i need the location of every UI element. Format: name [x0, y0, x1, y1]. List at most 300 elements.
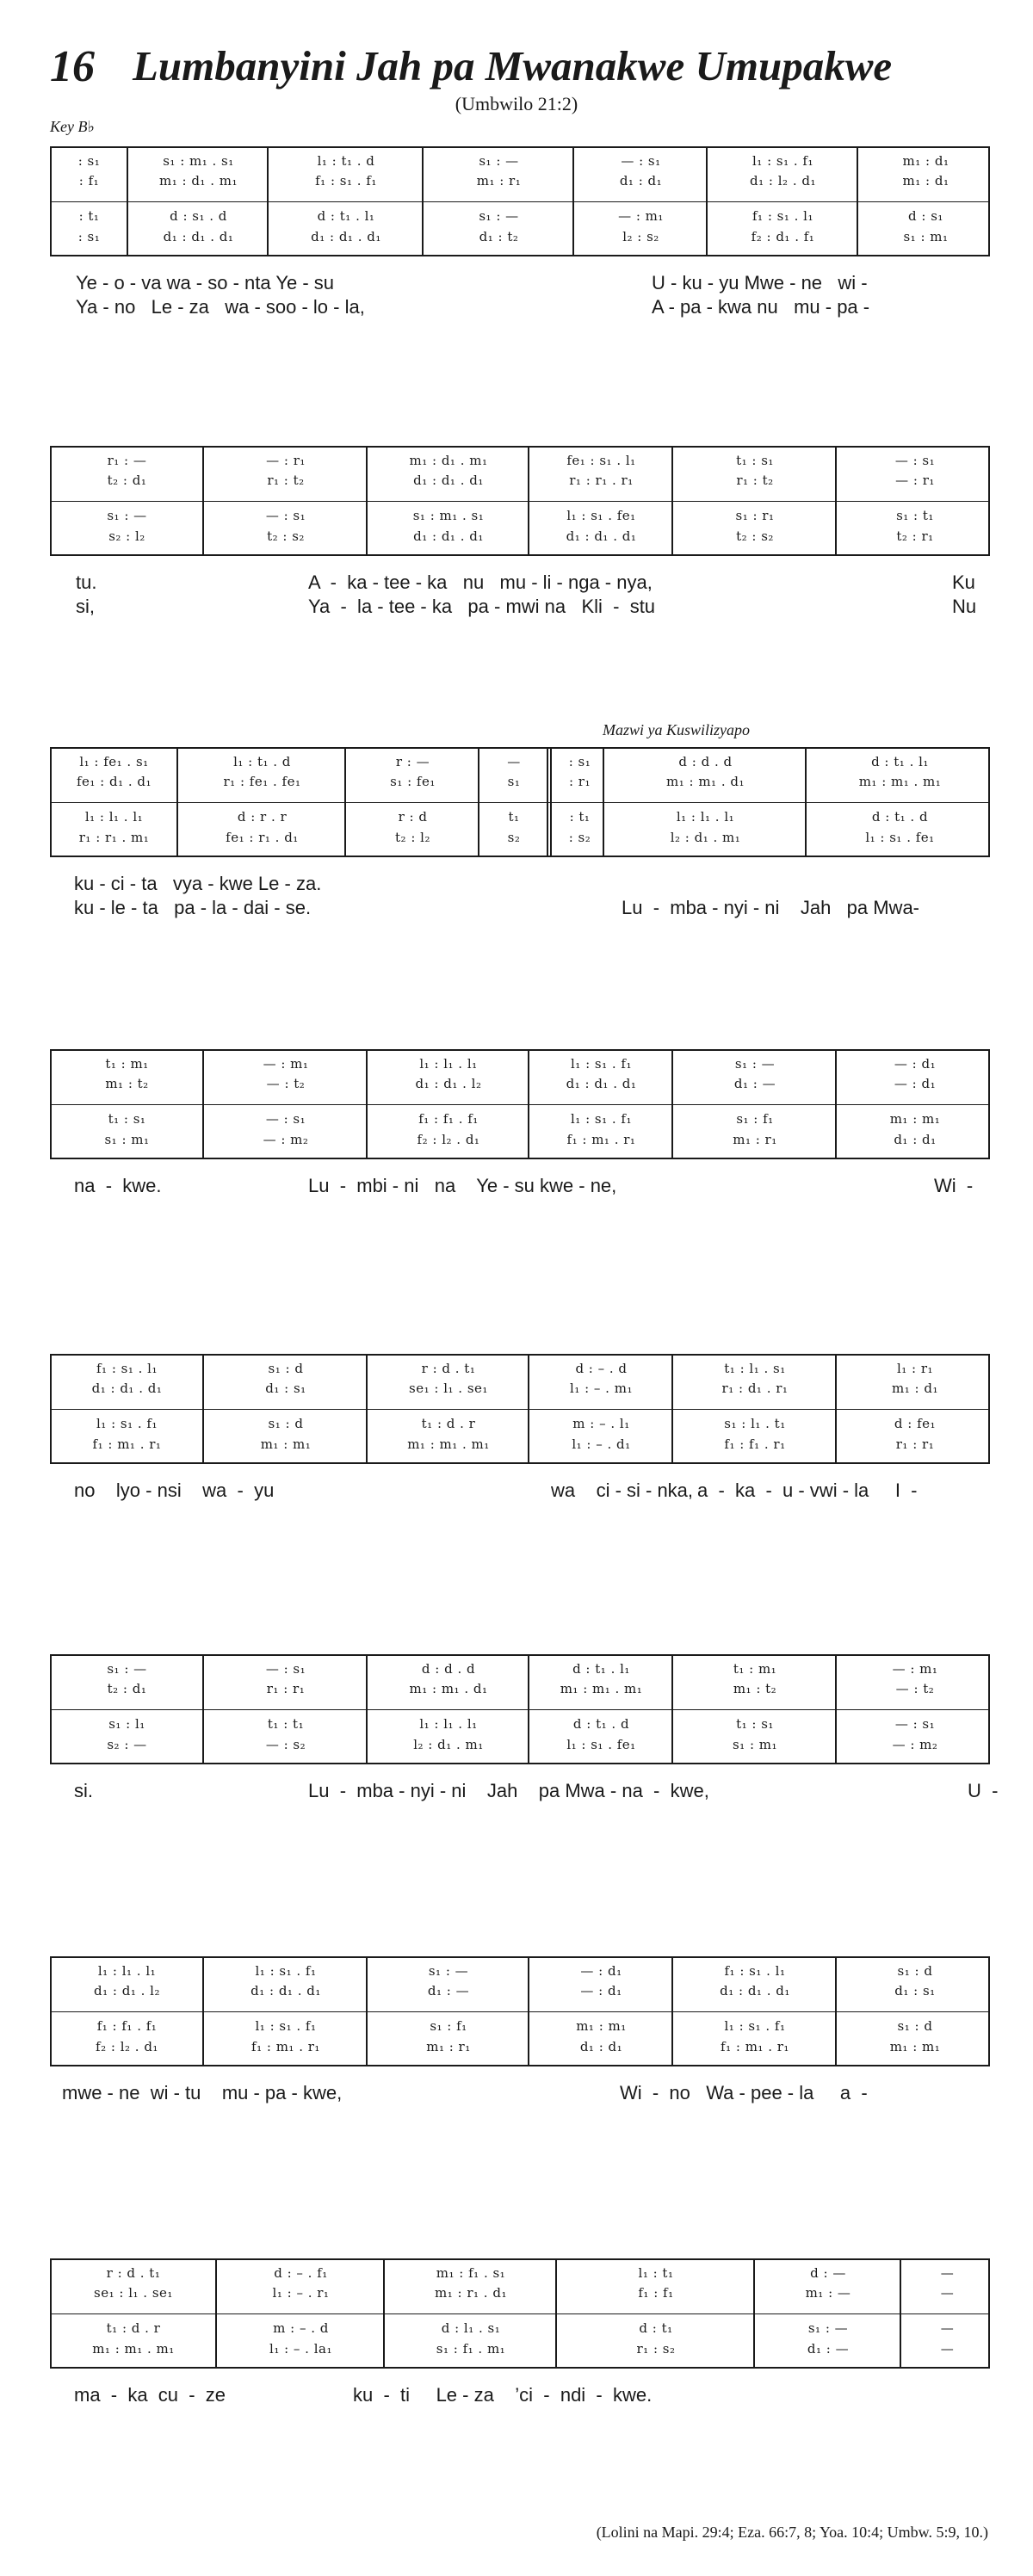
- voice-notes: d : —: [810, 2265, 846, 2281]
- lyric-segment: ma - ka cu - ze: [74, 2384, 226, 2406]
- key-signature: Key B♭: [50, 118, 95, 135]
- voice-notes: d : t₁: [639, 2320, 673, 2336]
- voice-notes: r₁ : fe₁ . fe₁: [223, 774, 301, 789]
- lyric-segment: si.: [74, 1780, 93, 1801]
- voice-notes: l₁ : s₁ . f₁: [752, 153, 813, 169]
- voice-notes: — : d₁: [894, 1056, 937, 1072]
- measure: [671, 1051, 837, 1158]
- lyric-segment: U - ku - yu Mwe - ne wi -: [652, 272, 868, 293]
- voice-notes: l₂ : d₁ . m₁: [413, 1737, 484, 1752]
- measure: [671, 1356, 837, 1462]
- voice-notes: : f₁: [78, 173, 100, 188]
- voice-notes: s₁ : t₁: [896, 508, 934, 523]
- voice-notes: s₁ : m₁: [903, 229, 949, 244]
- lyric-segment: Wi - no Wa - pee - la a -: [620, 2082, 868, 2103]
- voice-notes: f₁ : s₁ . l₁: [96, 1361, 158, 1376]
- voice-notes: l₁ : – . la₁: [269, 2341, 332, 2357]
- lyric-segment: Wi -: [934, 1175, 974, 1196]
- measure: [835, 1051, 993, 1158]
- voice-notes: m₁ : f₁ . s₁: [436, 2265, 506, 2281]
- lyric-segment: Ye - o - va wa - so - nta Ye - su: [76, 272, 335, 293]
- voice-notes: f₁ : s₁ . l₁: [752, 208, 813, 224]
- voice-notes: d₁ : s₁: [265, 1381, 306, 1396]
- lyric-segment: no lyo - nsi wa - yu: [74, 1480, 275, 1501]
- voice-notes: m₁ : m₁: [576, 2018, 627, 2034]
- lyric-line: [0, 873, 1033, 899]
- staff-box: [50, 2258, 990, 2369]
- voice-notes: d₁ : d₁ . l₂: [94, 1983, 160, 1998]
- voice-notes: — : s₁: [265, 1661, 306, 1677]
- measure: [176, 749, 346, 856]
- staff-box: [50, 1654, 990, 1764]
- voice-notes: m₁ : m₁: [889, 1111, 941, 1127]
- voice-notes: t₁ : s₁: [736, 453, 774, 468]
- measure: [202, 1051, 368, 1158]
- measure: [547, 749, 608, 856]
- voice-notes: fe₁ : s₁ . l₁: [566, 453, 636, 468]
- voice-notes: — : s₂: [265, 1737, 306, 1752]
- voice-notes: d₁ : d₁ . d₁: [566, 528, 637, 544]
- voice-notes: t₁ : m₁: [105, 1056, 149, 1072]
- voice-notes: s₁ : l₁ . t₁: [724, 1416, 786, 1431]
- measure: [52, 1656, 202, 1763]
- voice-notes: — : m₂: [892, 1737, 938, 1752]
- voice-notes: l₁ : r₁: [896, 1361, 934, 1376]
- voice-notes: m₁ : d₁: [892, 1381, 938, 1396]
- measure: [52, 1958, 202, 2065]
- voice-notes: l₁ : l₁ . l₁: [676, 809, 735, 825]
- voice-notes: r₁ : r₁ . r₁: [569, 473, 634, 488]
- voice-notes: d : s₁ . d: [170, 208, 227, 224]
- voice-notes: d₁ : d₁ . d₁: [720, 1983, 790, 1998]
- lyric-segment: wa ci - si - nka,: [551, 1480, 694, 1501]
- voice-notes: s₁ : l₁: [108, 1716, 145, 1732]
- voice-notes: l₁ : s₁ . fe₁: [566, 1737, 636, 1752]
- voice-notes: m₁ : r₁: [476, 173, 522, 188]
- voice-notes: r₁ : s₂: [636, 2341, 676, 2357]
- voice-notes: r : d . t₁: [106, 2265, 161, 2281]
- voice-notes: d₁ : l₂ . d₁: [750, 173, 816, 188]
- voice-notes: d₁ : d₁: [619, 173, 663, 188]
- voice-notes: d : t₁ . l₁: [572, 1661, 630, 1677]
- lyric-segment: A - pa - kwa nu mu - pa -: [652, 296, 870, 318]
- voice-notes: r₁ : t₂: [267, 473, 305, 488]
- lyric-segment: Lu - mba - nyi - ni Jah pa Mwa-: [622, 897, 920, 918]
- measure: [528, 1656, 673, 1763]
- voice-notes: m₁ : t₂: [733, 1681, 777, 1696]
- voice-notes: m₁ : m₁ . m₁: [560, 1681, 643, 1696]
- voice-notes: d : – . f₁: [274, 2265, 328, 2281]
- lyric-line: [0, 1780, 1033, 1806]
- voice-notes: d₁ : d₁ . d₁: [311, 229, 381, 244]
- lyric-segment: Lu - mba - nyi - ni Jah pa Mwa - na - kwe,: [308, 1780, 709, 1801]
- measure: [366, 1656, 529, 1763]
- measure: [857, 148, 993, 255]
- voice-notes: s₂ : —: [107, 1737, 147, 1752]
- voice-notes: l₁ : s₁ . fe₁: [566, 508, 636, 523]
- voice-notes: r₁ : d₁ . r₁: [721, 1381, 789, 1396]
- voice-notes: m₁ : m₁ . m₁: [858, 774, 942, 789]
- voice-notes: m : – . d: [273, 2320, 329, 2336]
- voice-notes: l₁ : s₁ . fe₁: [865, 830, 935, 845]
- voice-notes: l₁ : s₁ . f₁: [571, 1111, 632, 1127]
- measure: [671, 1958, 837, 2065]
- lyric-segment: na - kwe.: [74, 1175, 162, 1196]
- voice-notes: d₁ : d₁ . d₁: [91, 1381, 163, 1396]
- voice-notes: s₁ : f₁: [736, 1111, 774, 1127]
- voice-notes: — : s₁: [621, 153, 661, 169]
- voice-notes: d₁ : d₁ . d₁: [413, 473, 484, 488]
- lyric-segment: ku - ti Le - za ’ci - ndi - kwe.: [353, 2384, 653, 2406]
- voice-notes: — : d₁: [580, 1983, 622, 1998]
- voice-notes: f₁ : f₁: [638, 2285, 674, 2301]
- measure: [202, 1958, 368, 2065]
- voice-notes: l₁ : – . r₁: [272, 2285, 330, 2301]
- voice-notes: s₁ : —: [479, 208, 519, 224]
- measure: [52, 2260, 215, 2367]
- voice-notes: r₁ : r₁: [266, 1681, 306, 1696]
- voice-notes: —: [940, 2285, 955, 2301]
- voice-notes: d₁ : s₁: [894, 1983, 936, 1998]
- voice-notes: t₂ : r₁: [896, 528, 934, 544]
- voice-notes: s₁ : —: [807, 2320, 849, 2336]
- staff-box: [50, 146, 990, 256]
- lyric-line: [0, 2384, 1033, 2410]
- voice-notes: — : s₁: [265, 508, 306, 523]
- measure: [422, 148, 574, 255]
- measure: [835, 1958, 993, 2065]
- voice-notes: l₁ : – . d₁: [572, 1436, 631, 1452]
- measure: [555, 2260, 755, 2367]
- voice-notes: m₁ : r₁: [733, 1132, 777, 1147]
- voice-notes: s₁ : fe₁: [390, 774, 436, 789]
- voice-notes: d₁ : d₁ . d₁: [251, 1983, 321, 1998]
- voice-notes: —: [507, 754, 521, 769]
- voice-notes: — : r₁: [895, 473, 935, 488]
- lyric-segment: A - ka - tee - ka nu mu - li - nga - nya,: [308, 571, 653, 593]
- voice-notes: t₁: [508, 809, 520, 825]
- voice-notes: fe₁ : d₁ . d₁: [76, 774, 152, 789]
- voice-notes: — : d₁: [894, 1076, 937, 1091]
- staff-box: [50, 1956, 990, 2066]
- voice-notes: m₁ : r₁ . d₁: [435, 2285, 507, 2301]
- voice-notes: — : t₂: [266, 1076, 306, 1091]
- voice-notes: s₁ : f₁: [430, 2018, 467, 2034]
- voice-notes: l₁ : s₁ . f₁: [255, 2018, 317, 2034]
- voice-notes: : t₁: [78, 208, 100, 224]
- voice-notes: f₁ : f₁ . f₁: [96, 2018, 158, 2034]
- hymn-title: Lumbanyini Jah pa Mwanakwe Umupakwe: [133, 42, 893, 90]
- voice-notes: m₁ : d₁ . m₁: [409, 453, 488, 468]
- lyric-segment: Ya - no Le - za wa - soo - lo - la,: [76, 296, 365, 318]
- voice-notes: f₂ : l₂ . d₁: [417, 1132, 480, 1147]
- voice-notes: m : – . l₁: [572, 1416, 630, 1431]
- measure: [52, 1051, 202, 1158]
- voice-notes: l₁ : s₁ . f₁: [724, 2018, 786, 2034]
- voice-notes: d : s₁: [908, 208, 943, 224]
- measure: [528, 1356, 673, 1462]
- voice-notes: m₁ : d₁ . m₁: [159, 173, 238, 188]
- voice-notes: l₁ : t₁ . d: [233, 754, 291, 769]
- measure: [572, 148, 708, 255]
- voice-notes: m₁ : m₁ . d₁: [666, 774, 745, 789]
- voice-notes: l₁ : l₁ . l₁: [419, 1716, 478, 1732]
- voice-notes: l₂ : s₂: [622, 229, 659, 244]
- voice-notes: d₁ : —: [733, 1076, 776, 1091]
- measure: [52, 749, 176, 856]
- voice-notes: s₁ : d: [897, 1963, 933, 1979]
- measure: [267, 148, 424, 255]
- voice-notes: l₁ : s₁ . f₁: [571, 1056, 632, 1072]
- voice-notes: l₂ : d₁ . m₁: [670, 830, 741, 845]
- voice-notes: s₁ : —: [479, 153, 519, 169]
- voice-notes: — : s₁: [265, 1111, 306, 1127]
- lyric-line: [0, 1175, 1033, 1201]
- voice-notes: d : t₁ . l₁: [317, 208, 375, 224]
- measure: [127, 148, 269, 255]
- voice-notes: f₁ : m₁ . r₁: [566, 1132, 636, 1147]
- voice-notes: s₁: [507, 774, 521, 789]
- voice-notes: d₁ : d₁: [579, 2039, 623, 2054]
- staff-box: [50, 747, 990, 857]
- voice-notes: s₁ : d: [897, 2018, 933, 2034]
- voice-notes: d : d . d: [678, 754, 733, 769]
- voice-notes: f₂ : l₂ . d₁: [96, 2039, 158, 2054]
- measure: [202, 1356, 368, 1462]
- voice-notes: — : m₁: [263, 1056, 309, 1072]
- voice-notes: l₁ : l₁ . l₁: [84, 809, 144, 825]
- voice-notes: r : d: [398, 809, 428, 825]
- lyric-segment: ku - ci - ta vya - kwe Le - za.: [74, 873, 322, 894]
- voice-notes: d₁ : d₁ . l₂: [415, 1076, 482, 1091]
- voice-notes: l₁ : fe₁ . s₁: [79, 754, 149, 769]
- voice-notes: f₁ : m₁ . r₁: [721, 2039, 789, 2054]
- measure: [835, 1656, 993, 1763]
- voice-notes: t₂ : s₂: [267, 528, 305, 544]
- measure: [202, 448, 368, 554]
- voice-notes: : s₁: [77, 153, 101, 169]
- voice-notes: m₁ : m₁ . d₁: [409, 1681, 488, 1696]
- voice-notes: — : m₁: [892, 1661, 938, 1677]
- voice-notes: s₂: [507, 830, 521, 845]
- voice-notes: l₁ : s₁ . f₁: [96, 1416, 158, 1431]
- voice-notes: — : d₁: [580, 1963, 622, 1979]
- scripture-references: (Lolini na Mapi. 29:4; Eza. 66:7, 8; Yoa. 10:4; Umbw. 5:9, 10.): [596, 2523, 988, 2541]
- measure: [366, 1356, 529, 1462]
- voice-notes: r : d . t₁: [421, 1361, 476, 1376]
- lyric-line: [0, 596, 1033, 621]
- voice-notes: s₂ : l₂: [108, 528, 145, 544]
- voice-notes: l₁ : t₁: [638, 2265, 674, 2281]
- lyric-segment: U -: [968, 1780, 999, 1801]
- measure: [52, 1356, 202, 1462]
- measure: [671, 448, 837, 554]
- voice-notes: t₁ : d . r: [421, 1416, 476, 1431]
- voice-notes: t₁ : m₁: [733, 1661, 777, 1677]
- measure: [835, 448, 993, 554]
- voice-notes: f₁ : s₁ . f₁: [315, 173, 377, 188]
- measure: [52, 148, 127, 255]
- voice-notes: r₁ : t₂: [736, 473, 774, 488]
- voice-notes: l₁ : – . m₁: [570, 1381, 633, 1396]
- lyric-segment: mwe - ne wi - tu mu - pa - kwe,: [62, 2082, 343, 2103]
- voice-notes: d : r . r: [237, 809, 288, 825]
- voice-notes: d₁ : t₂: [479, 229, 519, 244]
- lyric-segment: a - ka - u - vwi - la I -: [697, 1480, 918, 1501]
- voice-notes: : t₁: [569, 809, 591, 825]
- voice-notes: —: [940, 2265, 955, 2281]
- lyric-line: [0, 571, 1033, 597]
- voice-notes: m₁ : t₂: [105, 1076, 149, 1091]
- hymn-number: 16: [50, 42, 95, 91]
- measure: [671, 1656, 837, 1763]
- voice-notes: se₁ : l₁ . se₁: [94, 2285, 173, 2301]
- voice-notes: f₁ : f₁ . r₁: [724, 1436, 786, 1452]
- staff-box: [50, 1354, 990, 1464]
- voice-notes: m₁ : r₁: [426, 2039, 471, 2054]
- measure: [478, 749, 548, 856]
- measure: [52, 448, 202, 554]
- voice-notes: t₂ : l₂: [395, 830, 430, 845]
- voice-notes: d₁ : —: [427, 1983, 470, 1998]
- voice-notes: d : t₁ . d: [572, 1716, 630, 1732]
- voice-notes: d : d . d: [421, 1661, 476, 1677]
- voice-notes: se₁ : l₁ . se₁: [409, 1381, 488, 1396]
- voice-notes: f₁ : f₁ . f₁: [418, 1111, 479, 1127]
- voice-notes: : s₂: [568, 830, 591, 845]
- lyric-segment: tu.: [76, 571, 97, 593]
- voice-notes: s₁ : —: [428, 1963, 469, 1979]
- measure: [706, 148, 858, 255]
- voice-notes: — : s₁: [894, 453, 936, 468]
- voice-notes: m₁ : d₁: [902, 173, 949, 188]
- voice-notes: s₁ : m₁ . s₁: [163, 153, 234, 169]
- voice-notes: s₁ : m₁: [104, 1132, 150, 1147]
- voice-notes: d : l₁ . s₁: [441, 2320, 501, 2336]
- voice-notes: — : t₂: [895, 1681, 935, 1696]
- voice-notes: t₁ : s₁: [108, 1111, 146, 1127]
- voice-notes: d : t₁ . l₁: [871, 754, 929, 769]
- voice-notes: — : m₁: [618, 208, 664, 224]
- voice-notes: d₁ : d₁: [894, 1132, 937, 1147]
- lyric-line: [0, 1480, 1033, 1505]
- measure: [344, 749, 479, 856]
- hymn-subtitle: (Umbwilo 21:2): [455, 93, 578, 114]
- voice-notes: d₁ : d₁ . d₁: [566, 1076, 637, 1091]
- chorus-label: Mazwi ya Kuswilizyapo: [603, 721, 751, 738]
- voice-notes: s₁ : —: [107, 508, 147, 523]
- lyric-segment: Ya - la - tee - ka pa - mwi na Kli - stu: [308, 596, 656, 617]
- measure: [753, 2260, 901, 2367]
- voice-notes: f₁ : s₁ . l₁: [724, 1963, 786, 1979]
- voice-notes: : s₁: [77, 229, 101, 244]
- voice-notes: t₁ : s₁: [736, 1716, 774, 1732]
- voice-notes: r₁ : r₁ . m₁: [78, 830, 150, 845]
- measure: [383, 2260, 557, 2367]
- voice-notes: t₁ : d . r: [106, 2320, 161, 2336]
- voice-notes: d₁ : d₁ . d₁: [413, 528, 484, 544]
- voice-notes: m₁ : m₁: [889, 2039, 941, 2054]
- voice-notes: s₁ : m₁ . s₁: [412, 508, 485, 523]
- voice-notes: l₁ : l₁ . l₁: [97, 1963, 157, 1979]
- lyric-segment: ku - le - ta pa - la - dai - se.: [74, 897, 312, 918]
- voice-notes: —: [940, 2320, 955, 2336]
- voice-notes: t₁ : l₁ . s₁: [724, 1361, 786, 1376]
- voice-notes: t₂ : d₁: [107, 1681, 147, 1696]
- voice-notes: s₁ : —: [734, 1056, 776, 1072]
- voice-notes: m₁ : —: [805, 2285, 851, 2301]
- measure: [528, 1958, 673, 2065]
- lyric-line: [0, 2082, 1033, 2108]
- voice-notes: — : r₁: [266, 453, 306, 468]
- measure: [528, 1051, 673, 1158]
- voice-notes: s₁ : f₁ . m₁: [436, 2341, 506, 2357]
- voice-notes: s₁ : m₁: [732, 1737, 778, 1752]
- lyric-segment: Nu: [952, 596, 977, 617]
- voice-notes: l₁ : t₁ . d: [317, 153, 375, 169]
- voice-notes: m₁ : m₁ . m₁: [407, 1436, 490, 1452]
- measure: [835, 1356, 993, 1462]
- voice-notes: —: [940, 2341, 955, 2357]
- voice-notes: fe₁ : r₁ . d₁: [226, 830, 299, 845]
- voice-notes: — : s₁: [894, 1716, 936, 1732]
- lyric-line: [0, 897, 1033, 923]
- lyric-segment: si,: [76, 596, 95, 617]
- lyric-segment: Ku: [952, 571, 975, 593]
- voice-notes: l₁ : l₁ . l₁: [419, 1056, 478, 1072]
- voice-notes: s₁ : r₁: [735, 508, 775, 523]
- measure: [215, 2260, 385, 2367]
- voice-notes: r : —: [395, 754, 430, 769]
- voice-notes: t₂ : s₂: [736, 528, 774, 544]
- staff-box: [50, 1049, 990, 1159]
- voice-notes: d : t₁ . d: [871, 809, 929, 825]
- measure: [366, 1051, 529, 1158]
- voice-notes: m₁ : d₁: [902, 153, 949, 169]
- voice-notes: m₁ : m₁ . m₁: [92, 2341, 175, 2357]
- voice-notes: : r₁: [568, 774, 591, 789]
- voice-notes: r₁ : r₁: [895, 1436, 935, 1452]
- measure: [603, 749, 807, 856]
- voice-notes: t₂ : d₁: [107, 473, 147, 488]
- voice-notes: s₁ : —: [107, 1661, 147, 1677]
- measure: [366, 1958, 529, 2065]
- lyric-segment: Lu - mbi - ni na Ye - su kwe - ne,: [308, 1175, 617, 1196]
- voice-notes: l₁ : s₁ . f₁: [255, 1963, 317, 1979]
- measure: [528, 448, 673, 554]
- measure: [805, 749, 993, 856]
- voice-notes: f₁ : m₁ . r₁: [251, 2039, 320, 2054]
- voice-notes: f₂ : d₁ . f₁: [751, 229, 815, 244]
- voice-notes: s₁ : d: [268, 1361, 304, 1376]
- voice-notes: r₁ : —: [107, 453, 147, 468]
- voice-notes: d₁ : —: [807, 2341, 850, 2357]
- lyric-line: [0, 296, 1033, 322]
- voice-notes: d₁ : d₁ . d₁: [163, 229, 234, 244]
- lyric-line: [0, 272, 1033, 298]
- voice-notes: s₁ : d: [268, 1416, 304, 1431]
- measure: [202, 1656, 368, 1763]
- voice-notes: t₁ : t₁: [267, 1716, 305, 1732]
- voice-notes: d : – . d: [575, 1361, 628, 1376]
- measure: [366, 448, 529, 554]
- measure: [900, 2260, 993, 2367]
- voice-notes: : s₁: [568, 754, 591, 769]
- voice-notes: m₁ : m₁: [260, 1436, 312, 1452]
- staff-box: [50, 446, 990, 556]
- voice-notes: — : m₂: [263, 1132, 309, 1147]
- voice-notes: d : fe₁: [894, 1416, 937, 1431]
